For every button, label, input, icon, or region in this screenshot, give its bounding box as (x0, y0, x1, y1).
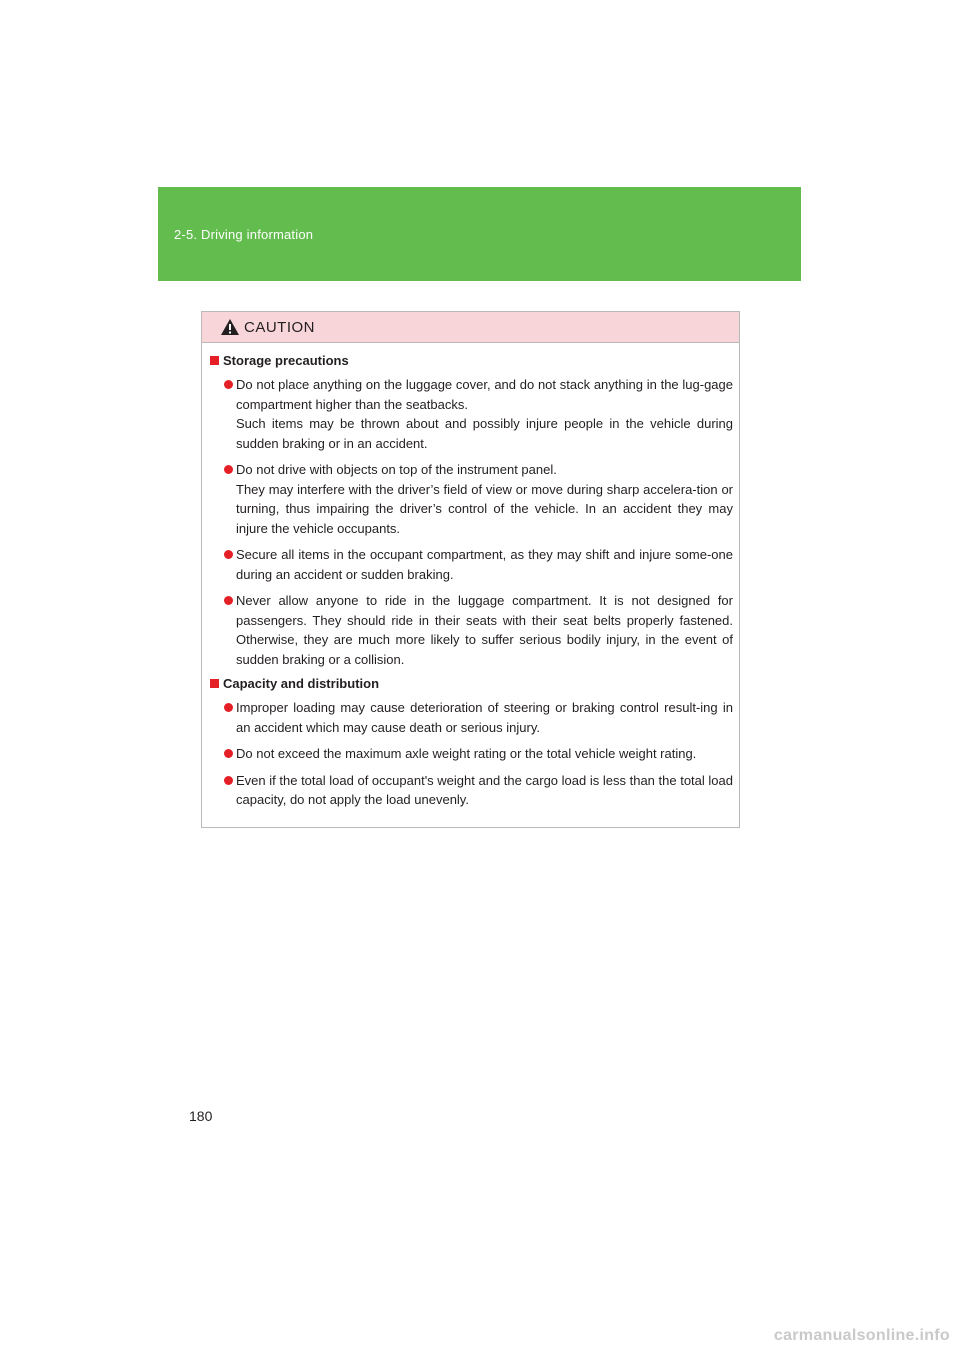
item-text: Do not drive with objects on top of the instrument panel. (236, 462, 557, 477)
section-heading: Capacity and distribution (210, 676, 733, 691)
list-item (224, 375, 733, 453)
page-number: 180 (189, 1108, 213, 1124)
red-square-bullet-icon (210, 356, 219, 365)
red-circle-bullet-icon (224, 465, 233, 474)
list-item (224, 460, 733, 538)
item-text: Improper loading may cause deterioration of steering or braking control result-ing in an accident which may cause death or serious injury. (236, 700, 733, 735)
watermark: carmanualsonline.info (773, 1327, 950, 1344)
item-text: Secure all items in the occupant compartment, as they may shift and injure some-one during an accident or sudden braking. (236, 547, 733, 582)
red-circle-bullet-icon (224, 550, 233, 559)
caution-body (202, 343, 739, 810)
red-circle-bullet-icon (224, 749, 233, 758)
red-circle-bullet-icon (224, 776, 233, 785)
list-item (224, 545, 733, 584)
section-header-band (158, 187, 801, 281)
item-text: They may interfere with the driver’s field of view or move during sharp accelera-tion or turning, thus impairing the driver’s control of the vehicle. In an accident they may injure the vehicle occupants. (236, 481, 733, 536)
list-item (224, 591, 733, 669)
list-item (224, 771, 733, 810)
section-title: 2-5. Driving information (174, 227, 314, 242)
caution-box (201, 311, 740, 828)
item-text: Do not exceed the maximum axle weight rating or the total vehicle weight rating. (236, 746, 697, 761)
list-item (224, 744, 733, 764)
item-text: Do not place anything on the luggage cover, and do not stack anything in the lug-gage compartment higher than the seatbacks. (236, 377, 733, 412)
item-text: Never allow anyone to ride in the luggage compartment. It is not designed for passengers. They should ride in their seats with their seat belts properly fastened. Otherwise, they are much more likely to suffer serious bodily injury, in the event of sudden braking or a collision. (236, 593, 733, 667)
item-text: Even if the total load of occupant's weight and the cargo load is less than the total load capacity, do not apply the load unevenly. (236, 772, 733, 807)
list-item (224, 698, 733, 737)
warning-triangle-icon (220, 318, 240, 336)
red-circle-bullet-icon (224, 596, 233, 605)
item-text: Such items may be thrown about and possibly injure people in the vehicle during sudden braking or in an accident. (236, 416, 733, 451)
red-square-bullet-icon (210, 679, 219, 688)
red-circle-bullet-icon (224, 703, 233, 712)
caution-header (202, 312, 739, 343)
section-heading: Storage precautions (210, 353, 733, 368)
caution-title: CAUTION (244, 318, 315, 336)
red-circle-bullet-icon (224, 380, 233, 389)
